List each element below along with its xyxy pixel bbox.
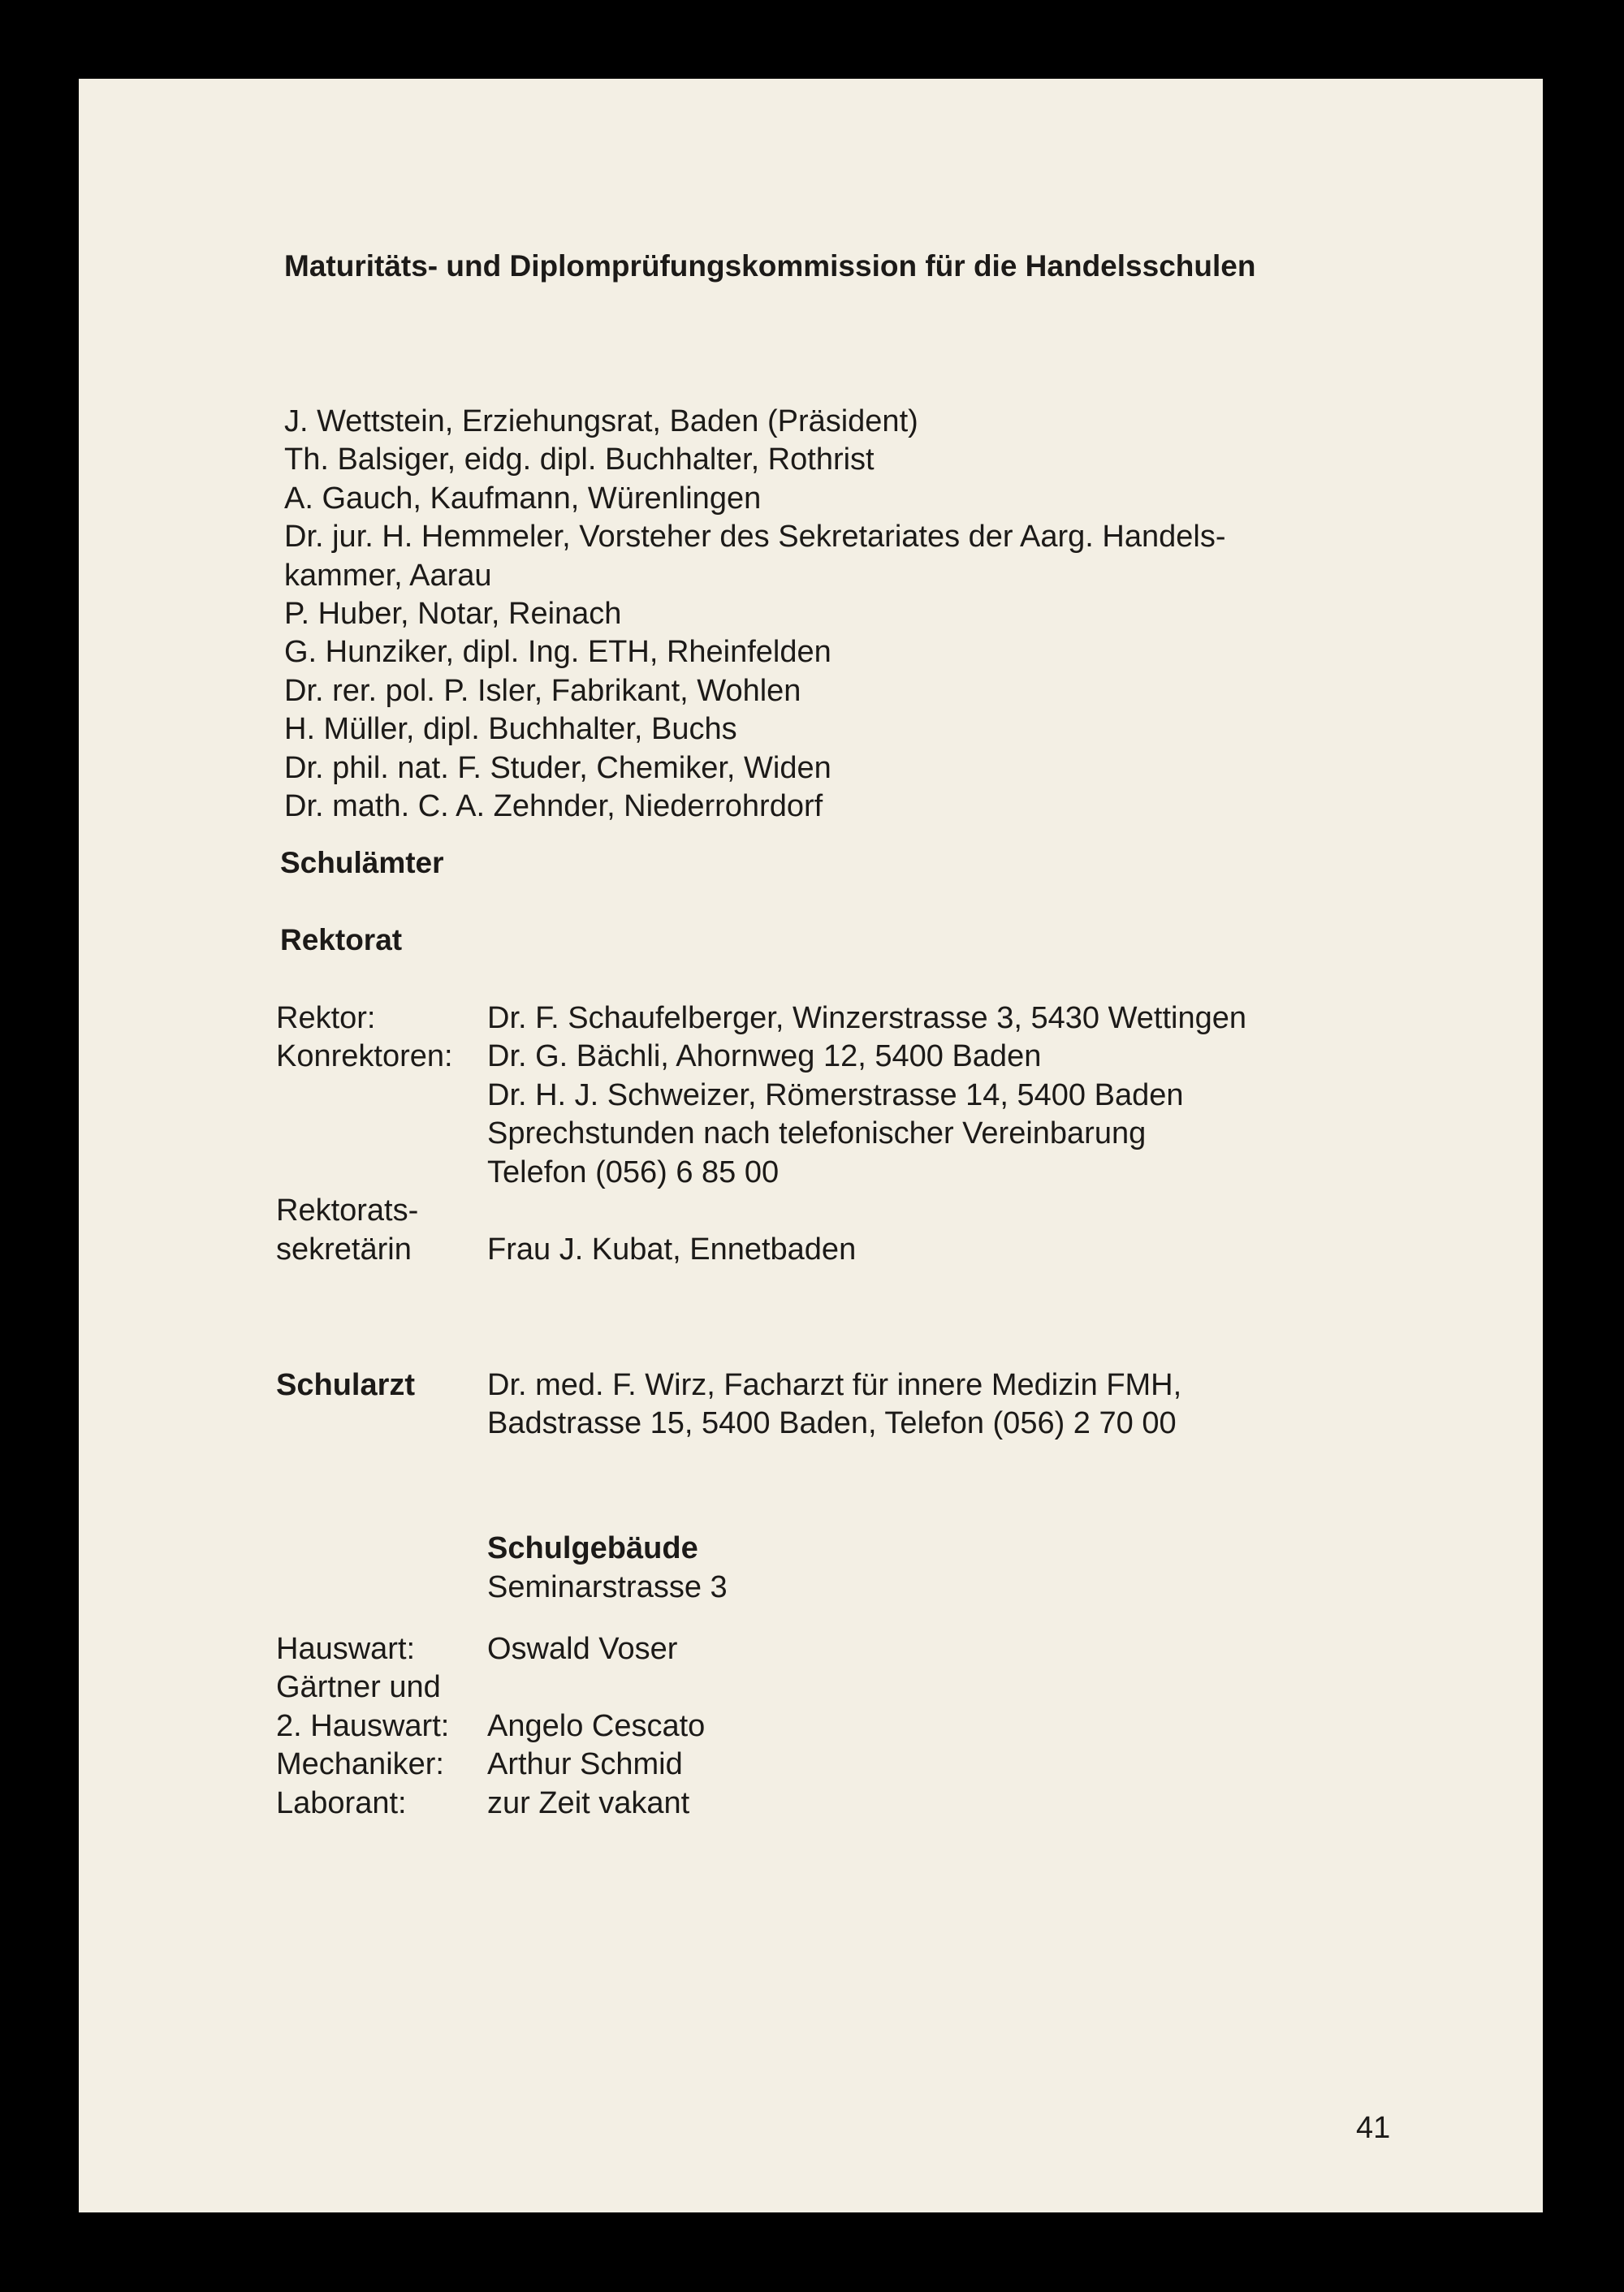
list-item: Dr. rer. pol. P. Isler, Fabrikant, Wohlen xyxy=(284,673,801,708)
staff-label-hauswart: Hauswart: xyxy=(276,1632,416,1666)
schularzt-label: Schularzt xyxy=(276,1368,416,1402)
rektorat-heading: Rektorat xyxy=(280,923,403,956)
list-item: A. Gauch, Kaufmann, Würenlingen xyxy=(284,481,762,516)
konrektoren-label: Konrektoren: xyxy=(276,1039,453,1073)
staff-label-mechaniker: Mechaniker: xyxy=(276,1747,444,1781)
sekretaerin-label-1: Rektorats- xyxy=(276,1193,419,1228)
rektorat-telefon: Telefon (056) 6 85 00 xyxy=(487,1155,780,1189)
sprechstunden-text: Sprechstunden nach telefonischer Vereinbarung xyxy=(487,1116,1147,1150)
schulgebaeude-heading: Schulgebäude xyxy=(487,1531,698,1565)
konrektor-2: Dr. H. J. Schweizer, Römerstrasse 14, 5400 Baden xyxy=(487,1078,1184,1112)
list-item: Dr. jur. H. Hemmeler, Vorsteher des Sekretariates der Aarg. Handels- xyxy=(284,520,1226,555)
list-item: H. Müller, dipl. Buchhalter, Buchs xyxy=(284,712,737,747)
rektor-value: Dr. F. Schaufelberger, Winzerstrasse 3, 5430 Wettingen xyxy=(487,1001,1246,1035)
staff-value-hauswart-2: Angelo Cescato xyxy=(487,1709,706,1743)
schulgebaeude-address: Seminarstrasse 3 xyxy=(487,1570,728,1604)
staff-label-laborant: Laborant: xyxy=(276,1786,407,1820)
list-item: J. Wettstein, Erziehungsrat, Baden (Präsident) xyxy=(284,404,918,438)
list-item: Th. Balsiger, eidg. dipl. Buchhalter, Rothrist xyxy=(284,442,875,477)
rektor-label: Rektor: xyxy=(276,1001,376,1035)
staff-value-mechaniker: Arthur Schmid xyxy=(487,1747,683,1781)
staff-label-gaertner: Gärtner und xyxy=(276,1670,441,1704)
list-item: G. Hunziker, dipl. Ing. ETH, Rheinfelden xyxy=(284,635,831,670)
staff-label-hauswart-2: 2. Hauswart: xyxy=(276,1709,450,1743)
commission-heading: Maturitäts- und Diplomprüfungskommission für die Handelsschulen xyxy=(284,249,1256,283)
list-item: kammer, Aarau xyxy=(284,558,492,593)
schularzt-line-2: Badstrasse 15, 5400 Baden, Telefon (056) 2 70 00 xyxy=(487,1406,1177,1440)
schulaemter-heading: Schulämter xyxy=(280,846,444,879)
schularzt-line-1: Dr. med. F. Wirz, Facharzt für innere Medizin FMH, xyxy=(487,1368,1182,1402)
staff-value-hauswart: Oswald Voser xyxy=(487,1632,678,1666)
list-item: P. Huber, Notar, Reinach xyxy=(284,597,622,632)
document-page xyxy=(79,79,1543,2212)
commission-member-list xyxy=(284,403,1226,826)
list-item: Dr. math. C. A. Zehnder, Niederrohrdorf xyxy=(284,789,823,824)
page-number: 41 xyxy=(1356,2111,1391,2145)
list-item: Dr. phil. nat. F. Studer, Chemiker, Widen xyxy=(284,750,831,785)
konrektor-1: Dr. G. Bächli, Ahornweg 12, 5400 Baden xyxy=(487,1039,1042,1073)
sekretaerin-value: Frau J. Kubat, Ennetbaden xyxy=(487,1232,857,1267)
staff-value-laborant: zur Zeit vakant xyxy=(487,1786,690,1820)
sekretaerin-label-2: sekretärin xyxy=(276,1232,412,1267)
